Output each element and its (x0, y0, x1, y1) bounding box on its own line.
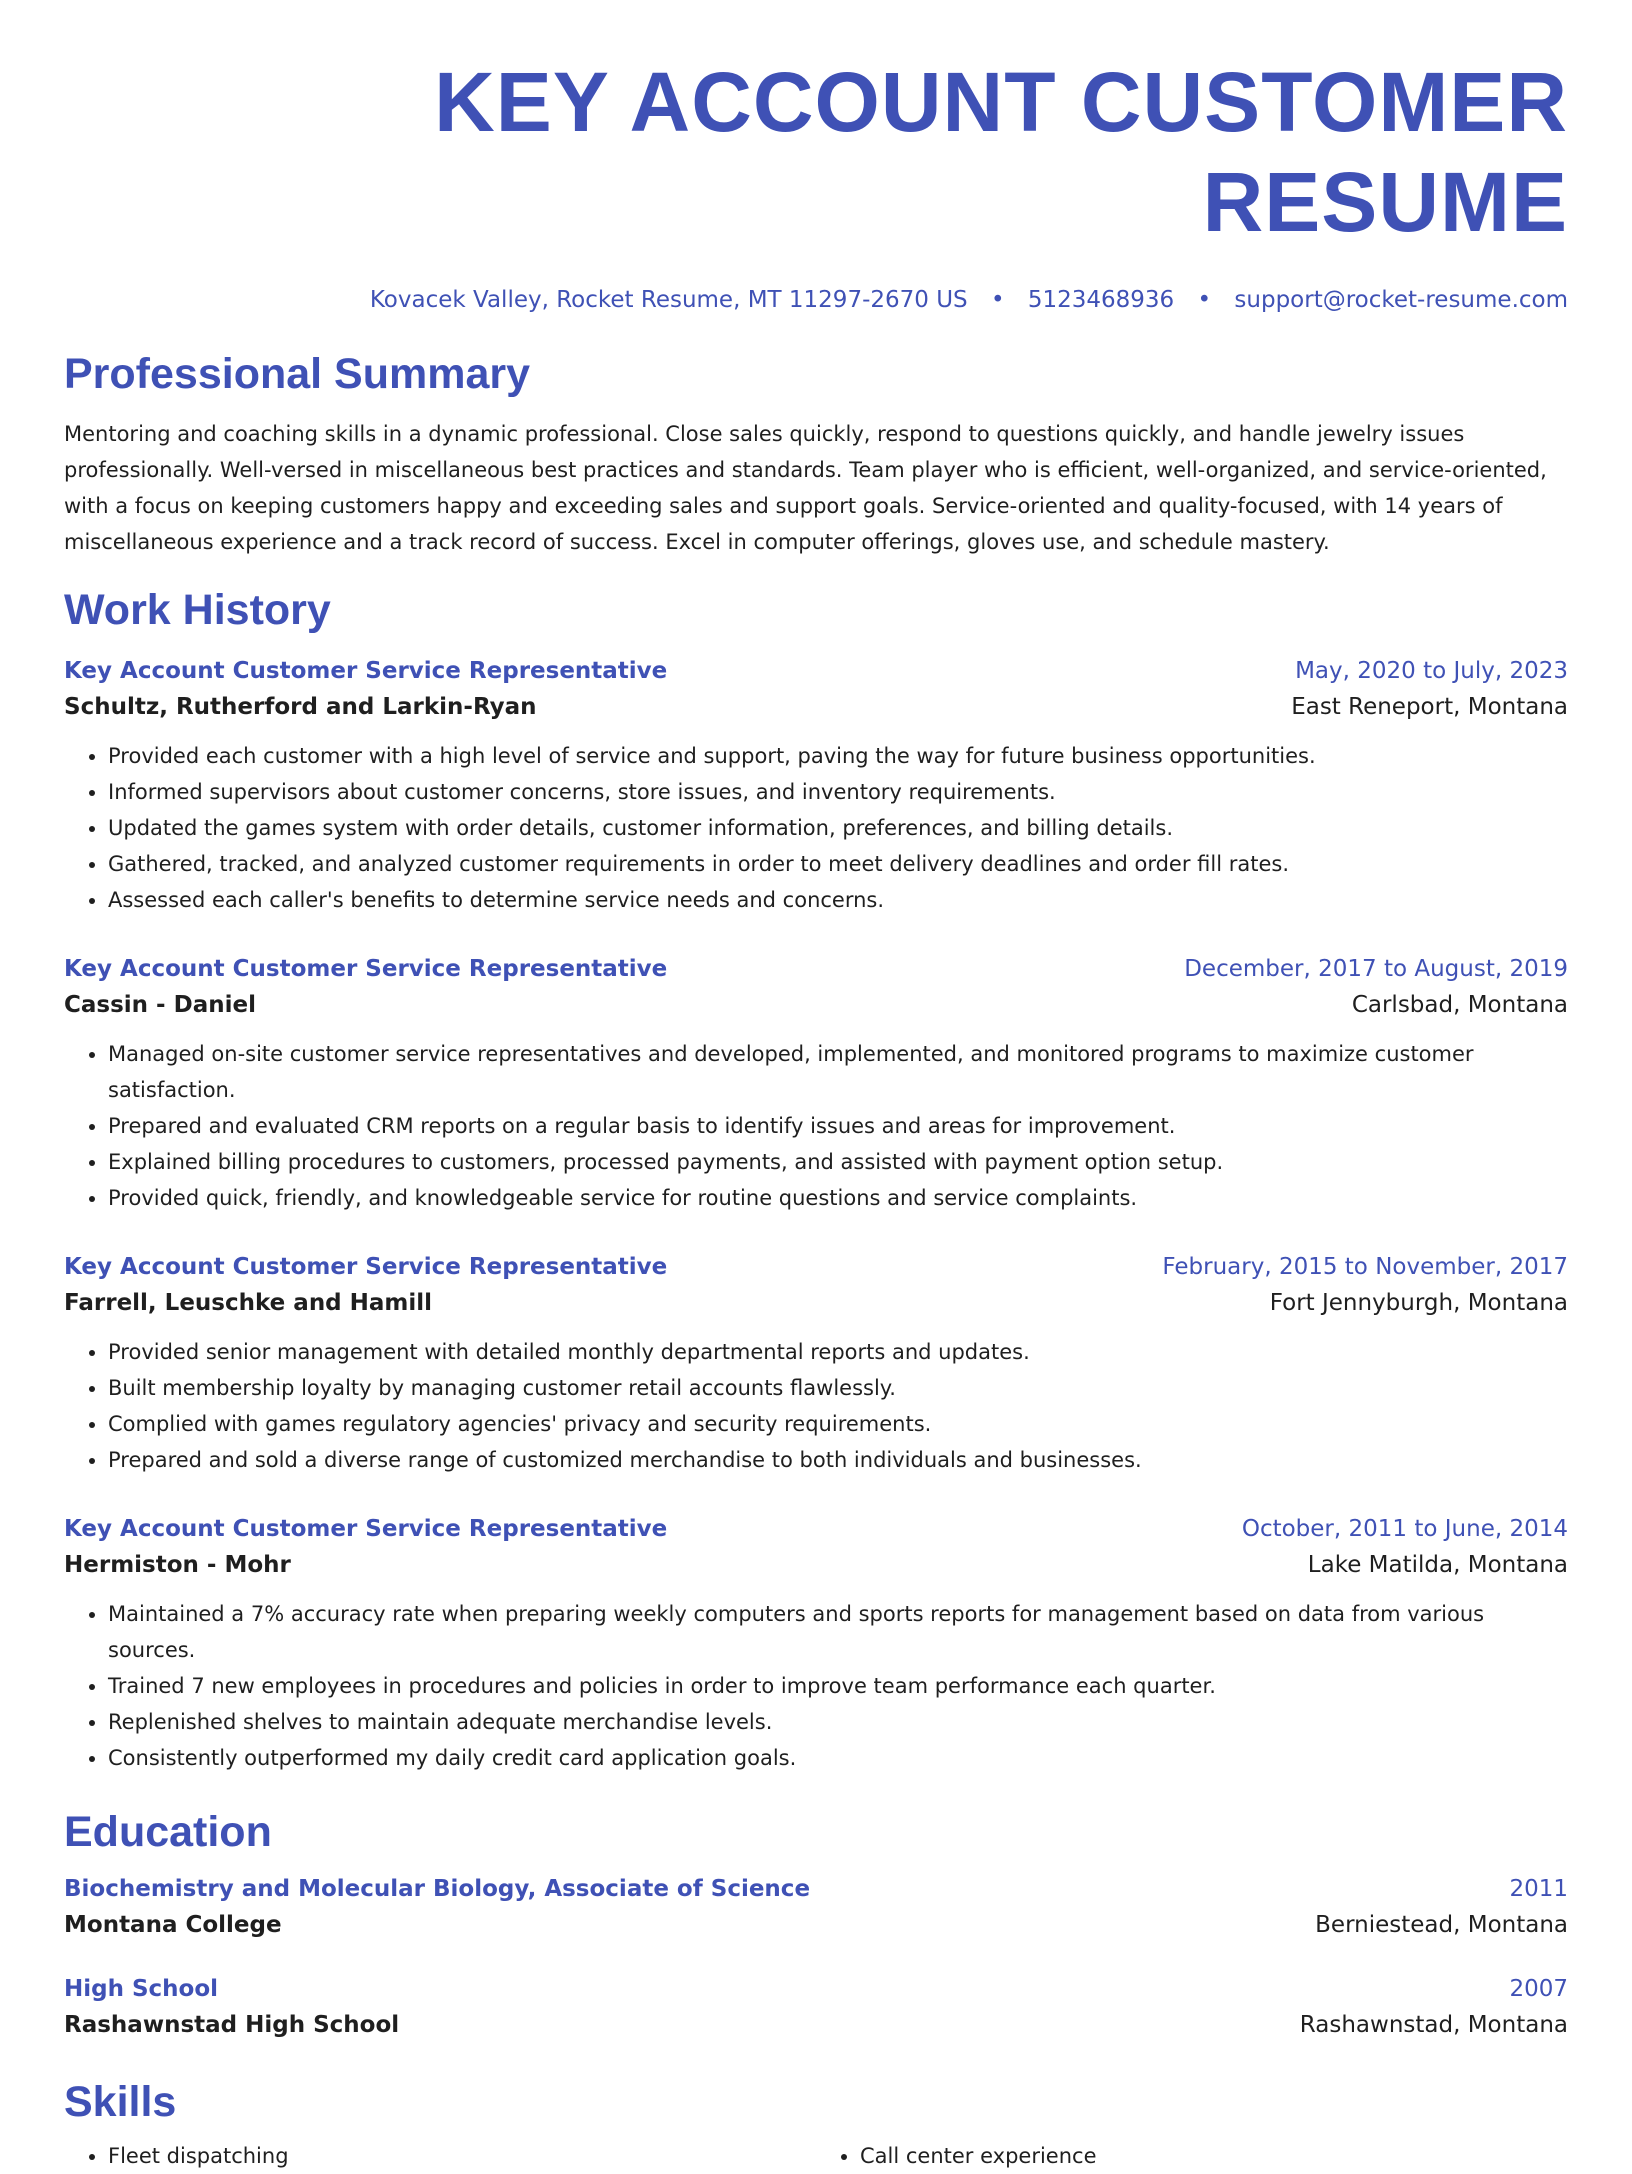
skills-column-left (64, 2138, 816, 2174)
job-bullet: • Gathered, tracked, and analyzed customer requirements in order to meet delivery deadlines and order fill rates. (108, 846, 1568, 882)
job-bullets (64, 1036, 1568, 1216)
section-title-work: Work History (64, 586, 331, 634)
job-header-row (64, 1512, 1568, 1546)
job-dates: October, 2011 to June, 2014 (1241, 1516, 1568, 1542)
education-list (64, 1872, 1568, 2044)
skills-column-right (816, 2138, 1568, 2174)
job-company: Farrell, Leuschke and Hamill (64, 1290, 433, 1316)
job-header-row (64, 654, 1568, 688)
job-entry (64, 1250, 1568, 1478)
job-bullet: • Provided each customer with a high level of service and support, paving the way for future business opportunities. (108, 738, 1568, 774)
job-title: Key Account Customer Service Representative (64, 658, 668, 684)
contact-line (64, 284, 1568, 316)
section-title-education: Education (64, 1808, 272, 1856)
section-title-skills: Skills (64, 2078, 177, 2126)
job-title: Key Account Customer Service Representative (64, 1516, 668, 1542)
job-title: Key Account Customer Service Representative (64, 956, 668, 982)
education-school-row (64, 2006, 1568, 2044)
job-company: Hermiston - Mohr (64, 1552, 291, 1578)
job-header-row (64, 1250, 1568, 1284)
job-bullet: • Built membership loyalty by managing customer retail accounts flawlessly. (108, 1370, 1568, 1406)
job-location: Fort Jennyburgh, Montana (1269, 1290, 1568, 1316)
skill-item: • Fleet dispatching (108, 2138, 816, 2174)
job-bullet: • Managed on-site customer service representatives and developed, implemented, and monitored programs to maximize customer satisfaction. (108, 1036, 1568, 1108)
job-bullets (64, 1596, 1568, 1776)
job-company-row (64, 688, 1568, 726)
job-bullet: • Complied with games regulatory agencies' privacy and security requirements. (108, 1406, 1568, 1442)
contact-address: Kovacek Valley, Rocket Resume, MT 11297-2670 US (369, 287, 968, 313)
job-dates: February, 2015 to November, 2017 (1162, 1254, 1568, 1280)
work-history (64, 654, 1568, 1776)
contact-separator: • (990, 287, 1005, 313)
job-company: Schultz, Rutherford and Larkin-Ryan (64, 694, 537, 720)
job-bullets (64, 1334, 1568, 1478)
job-bullet: • Replenished shelves to maintain adequate merchandise levels. (108, 1704, 1568, 1740)
job-company: Cassin - Daniel (64, 992, 256, 1018)
job-dates: May, 2020 to July, 2023 (1295, 658, 1568, 684)
job-title: Key Account Customer Service Representative (64, 1254, 668, 1280)
job-bullet: • Consistently outperformed my daily credit card application goals. (108, 1740, 1568, 1776)
summary-text: Mentoring and coaching skills in a dynamic professional. Close sales quickly, respond to questions quickly, and handle jewelry issues professionally. Well-versed in miscellaneous best practices and standards. Team player who is efficient, well-organized, and service-oriented, with a focus on keeping customers happy and exceeding sales and support goals. Service-oriented and quality-focused, with 14 years of miscellaneous experience and a track record of success. Excel in computer offerings, gloves use, and schedule mastery. (64, 422, 1547, 554)
job-location: Lake Matilda, Montana (1307, 1552, 1568, 1578)
job-bullet: • Informed supervisors about customer concerns, store issues, and inventory requirements. (108, 774, 1568, 810)
contact-phone[interactable]: 5123468936 (1027, 287, 1175, 313)
job-company-row (64, 1284, 1568, 1322)
job-dates: December, 2017 to August, 2019 (1184, 956, 1568, 982)
contact-separator: • (1197, 287, 1212, 313)
job-entry (64, 952, 1568, 1216)
job-location: Carlsbad, Montana (1351, 992, 1568, 1018)
job-bullet: • Assessed each caller's benefits to determine service needs and concerns. (108, 882, 1568, 918)
job-location: East Reneport, Montana (1291, 694, 1568, 720)
resume-header (64, 0, 1568, 316)
education-school-row (64, 1906, 1568, 1944)
job-entry (64, 1512, 1568, 1776)
job-bullets (64, 738, 1568, 918)
job-bullet: • Prepared and sold a diverse range of customized merchandise to both individuals and businesses. (108, 1442, 1568, 1478)
education-entry (64, 1872, 1568, 1944)
skills-list (64, 2138, 1568, 2174)
education-entry (64, 1972, 1568, 2044)
job-bullet: • Trained 7 new employees in procedures and policies in order to improve team performance each quarter. (108, 1668, 1568, 1704)
section-title-summary: Professional Summary (64, 350, 531, 398)
job-bullet: • Updated the games system with order details, customer information, preferences, and billing details. (108, 810, 1568, 846)
job-bullet: • Provided senior management with detailed monthly departmental reports and updates. (108, 1334, 1568, 1370)
job-company-row (64, 1546, 1568, 1584)
education-degree: High School (64, 1976, 219, 2002)
education-location: Rashawnstad, Montana (1299, 2012, 1568, 2038)
education-year: 2007 (1509, 1976, 1568, 2002)
contact-email[interactable]: support@rocket-resume.com (1234, 287, 1568, 313)
job-bullet: • Provided quick, friendly, and knowledgeable service for routine questions and service complaints. (108, 1180, 1568, 1216)
education-header-row (64, 1972, 1568, 2006)
job-bullet: • Prepared and evaluated CRM reports on a regular basis to identify issues and areas for improvement. (108, 1108, 1568, 1144)
job-header-row (64, 952, 1568, 986)
education-school: Montana College (64, 1912, 282, 1938)
job-entry (64, 654, 1568, 918)
education-degree: Biochemistry and Molecular Biology, Associate of Science (64, 1876, 811, 1902)
skill-item: • Call center experience (860, 2138, 1568, 2174)
job-bullet: • Explained billing procedures to customers, processed payments, and assisted with payment option setup. (108, 1144, 1568, 1180)
job-bullet: • Maintained a 7% accuracy rate when preparing weekly computers and sports reports for management based on data from various sources. (108, 1596, 1568, 1668)
resume-name: KEY ACCOUNT CUSTOMER RESUME (434, 55, 1568, 249)
education-location: Berniestead, Montana (1315, 1912, 1568, 1938)
education-year: 2011 (1509, 1876, 1568, 1902)
education-header-row (64, 1872, 1568, 1906)
job-company-row (64, 986, 1568, 1024)
education-school: Rashawnstad High School (64, 2012, 400, 2038)
